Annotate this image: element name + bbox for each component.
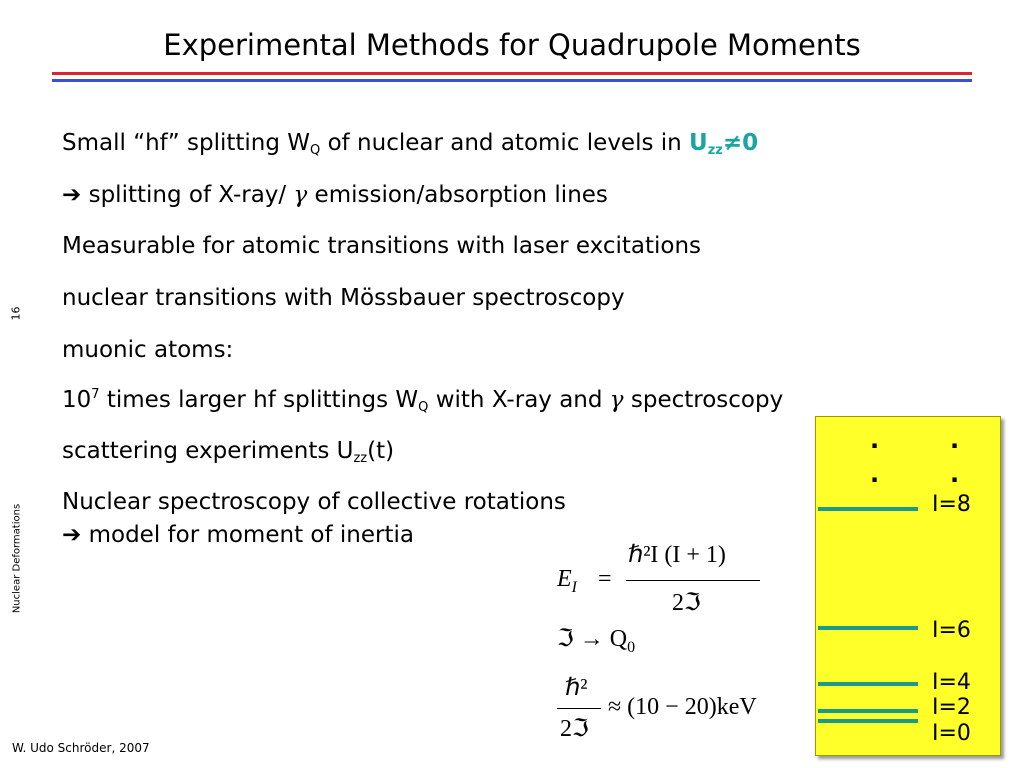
energy-lhs-sub: I	[571, 578, 577, 596]
arrow-icon-2: ➔	[62, 522, 82, 548]
uzz-accent	[689, 130, 758, 156]
body-line-8: Nuclear spectroscopy of collective rotations	[62, 489, 566, 515]
energy-numerator: ℏ²I (I + 1)	[628, 542, 726, 568]
level-line-i4	[818, 682, 918, 686]
body-line-6	[62, 387, 783, 415]
gamma-symbol: γ	[293, 182, 308, 208]
slide-title: Experimental Methods for Quadrupole Moments	[163, 28, 861, 62]
body-line-1-sub: Q	[310, 143, 321, 158]
uzz-accent-sub: zz	[707, 143, 723, 158]
body-line-2-post: emission/absorption lines	[307, 182, 608, 208]
energy-denominator: 2ℑ	[672, 590, 701, 616]
body-line-6-mid: times larger hf splittings W	[99, 387, 419, 413]
footer-credit: W. Udo Schröder, 2007	[12, 741, 150, 755]
level-scheme-panel	[815, 416, 1001, 756]
continuation-dot: ·	[870, 432, 880, 460]
scale-numerator: ℏ²	[565, 675, 588, 701]
title-rule-red	[52, 72, 972, 75]
body-line-6-end: spectroscopy	[623, 387, 784, 413]
scale-fraction-bar	[557, 708, 601, 709]
body-line-1	[62, 130, 758, 158]
gamma-symbol-2: γ	[609, 387, 624, 413]
continuation-dot: ·	[870, 466, 880, 494]
continuation-dot: ·	[950, 432, 960, 460]
energy-lhs	[557, 566, 577, 597]
body-line-7-sub: zz	[353, 451, 368, 466]
arrow-icon: ➔	[62, 182, 82, 208]
side-label: Nuclear Deformations	[11, 503, 23, 614]
body-line-2	[62, 182, 608, 208]
body-line-6-post: with X-ray and	[428, 387, 610, 413]
body-line-7-post: (t)	[367, 438, 395, 464]
body-line-3: Measurable for atomic transitions with laser excitations	[62, 233, 702, 259]
body-line-6-sup: 7	[91, 387, 100, 402]
moment-relation	[557, 624, 635, 657]
level-line-i2	[818, 709, 918, 713]
body-line-6-sub: Q	[418, 400, 429, 415]
moment-relation-sub: 0	[627, 638, 636, 656]
body-line-2-pre: splitting of X-ray/	[81, 182, 294, 208]
energy-fraction-bar	[626, 580, 760, 581]
level-line-i0	[818, 719, 918, 723]
continuation-dot: ·	[950, 466, 960, 494]
body-line-7	[62, 438, 394, 466]
title-rule-blue	[52, 79, 972, 82]
level-label-i8: I=8	[932, 492, 971, 517]
level-label-i6: I=6	[932, 618, 971, 643]
scale-rhs: ≈ (10 − 20)keV	[608, 694, 757, 720]
moment-relation-base: ℑ → Q	[557, 626, 628, 652]
body-line-5: muonic atoms:	[62, 337, 234, 363]
level-label-i4: I=4	[932, 670, 971, 695]
energy-lhs-base: E	[557, 566, 572, 592]
uzz-accent-base: U	[689, 130, 708, 156]
body-line-1-pre: Small “hf” splitting W	[62, 130, 311, 156]
slide-number: 16	[9, 306, 23, 321]
level-label-i0: I=0	[932, 721, 971, 746]
level-line-i8	[818, 507, 918, 511]
body-line-1-mid: of nuclear and atomic levels in	[320, 130, 690, 156]
body-line-7-pre: scattering experiments U	[62, 438, 354, 464]
body-line-4: nuclear transitions with Mössbauer spectroscopy	[62, 285, 625, 311]
scale-denominator: 2ℑ	[560, 716, 589, 742]
level-line-i6	[818, 626, 918, 630]
body-line-9	[62, 522, 414, 548]
level-label-i2: I=2	[932, 695, 971, 720]
energy-equals: =	[598, 566, 612, 592]
uzz-accent-post: ≠0	[722, 130, 759, 156]
body-line-9-text: model for moment of inertia	[81, 522, 414, 548]
body-line-6-base: 10	[62, 387, 92, 413]
